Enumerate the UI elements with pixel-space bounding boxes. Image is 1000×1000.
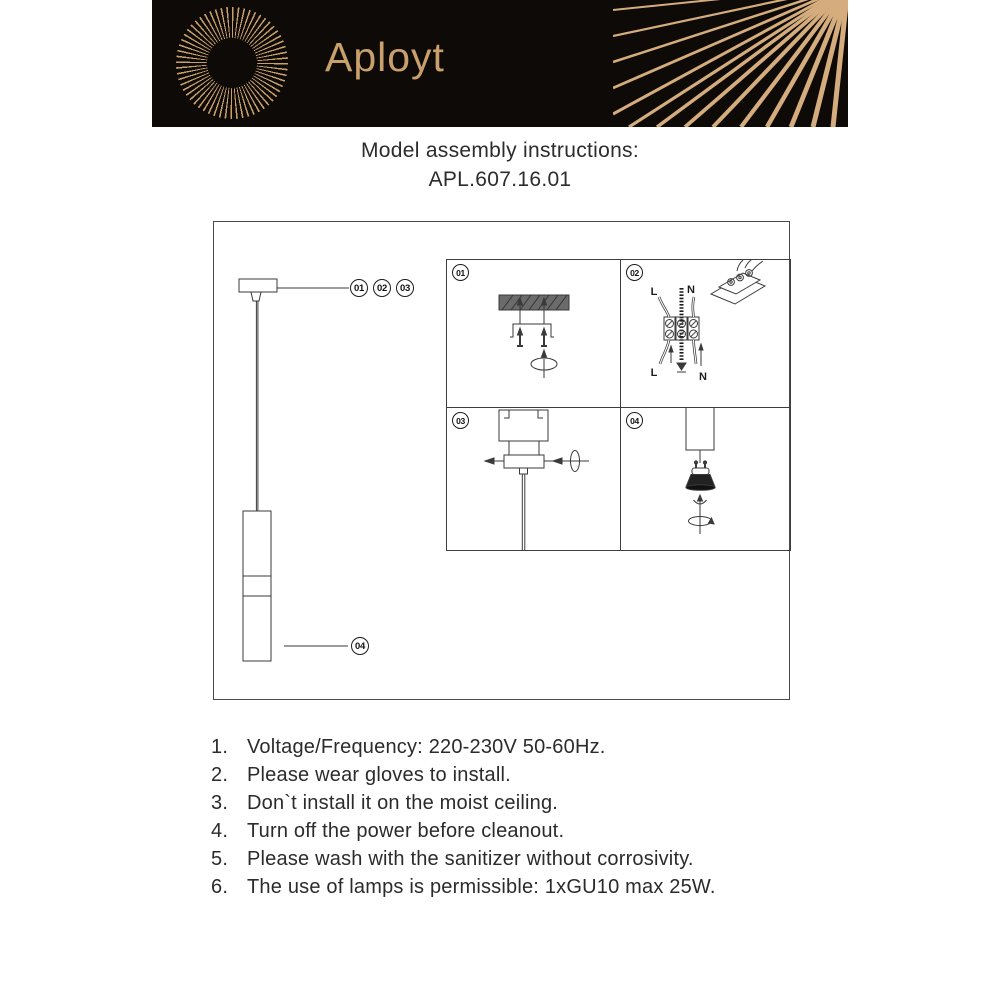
list-item-text: Please wash with the sanitizer without corrosivity. <box>247 848 694 870</box>
list-item-text: Don`t install it on the moist ceiling. <box>247 792 559 814</box>
page-title <box>0 136 1000 194</box>
shade-tube <box>686 408 714 450</box>
list-item-text: The use of lamps is permissible: 1xGU10 max 25W. <box>247 876 716 898</box>
list-item-number: 4. <box>211 820 229 842</box>
connector-block <box>711 260 765 304</box>
part-label-02: 02 <box>373 279 391 297</box>
lamp-shade-cylinder <box>243 511 271 661</box>
list-item <box>211 761 716 789</box>
step-badge-01: 01 <box>452 264 469 281</box>
cord-grip <box>251 292 261 301</box>
list-item-number: 6. <box>211 876 229 898</box>
part-label-04: 04 <box>351 637 369 655</box>
list-item <box>211 873 716 901</box>
wire-label-l-top: L <box>650 286 658 298</box>
title-line1: Model assembly instructions: <box>360 139 639 162</box>
list-item-number: 5. <box>211 848 229 870</box>
wire-label-n-top: N <box>687 284 695 296</box>
part-label-01: 01 <box>350 279 368 297</box>
step-01-ceiling-bracket-drawing <box>447 260 620 407</box>
assembly-steps-grid <box>446 259 791 551</box>
list-item <box>211 845 716 873</box>
sunburst-logo-icon <box>176 7 288 119</box>
step-02-wiring-drawing <box>621 260 790 407</box>
model-number: APL.607.16.01 <box>428 168 572 191</box>
list-item <box>211 817 716 845</box>
step-badge-02: 02 <box>626 264 643 281</box>
step-badge-04: 04 <box>626 412 643 429</box>
list-item-number: 2. <box>211 764 229 786</box>
list-item <box>211 733 716 761</box>
mounting-bracket <box>510 324 554 337</box>
step-03-canopy-drawing <box>447 408 620 550</box>
step-04-bulb-drawing <box>621 408 790 550</box>
canopy-body <box>499 410 548 474</box>
part-label-03: 03 <box>396 279 414 297</box>
wire-label-l-bottom: L <box>650 367 658 379</box>
brand-logo-text: Aployt <box>325 34 445 80</box>
list-item <box>211 789 716 817</box>
list-item-text: Voltage/Frequency: 220-230V 50-60Hz. <box>247 736 606 758</box>
brand-banner <box>152 0 848 127</box>
gu10-bulb <box>686 461 715 490</box>
wire-label-n-bottom: N <box>699 371 707 383</box>
corner-rays-decoration <box>613 0 848 127</box>
list-item-text: Turn off the power before cleanout. <box>247 820 565 842</box>
list-item-text: Please wear gloves to install. <box>247 764 511 786</box>
step-badge-03: 03 <box>452 412 469 429</box>
list-item-number: 1. <box>211 736 229 758</box>
sunburst-core <box>207 38 257 88</box>
assembly-diagram <box>213 221 790 700</box>
ceiling-plate <box>239 279 277 292</box>
list-item-number: 3. <box>211 792 229 814</box>
safety-instructions-list <box>211 733 716 901</box>
